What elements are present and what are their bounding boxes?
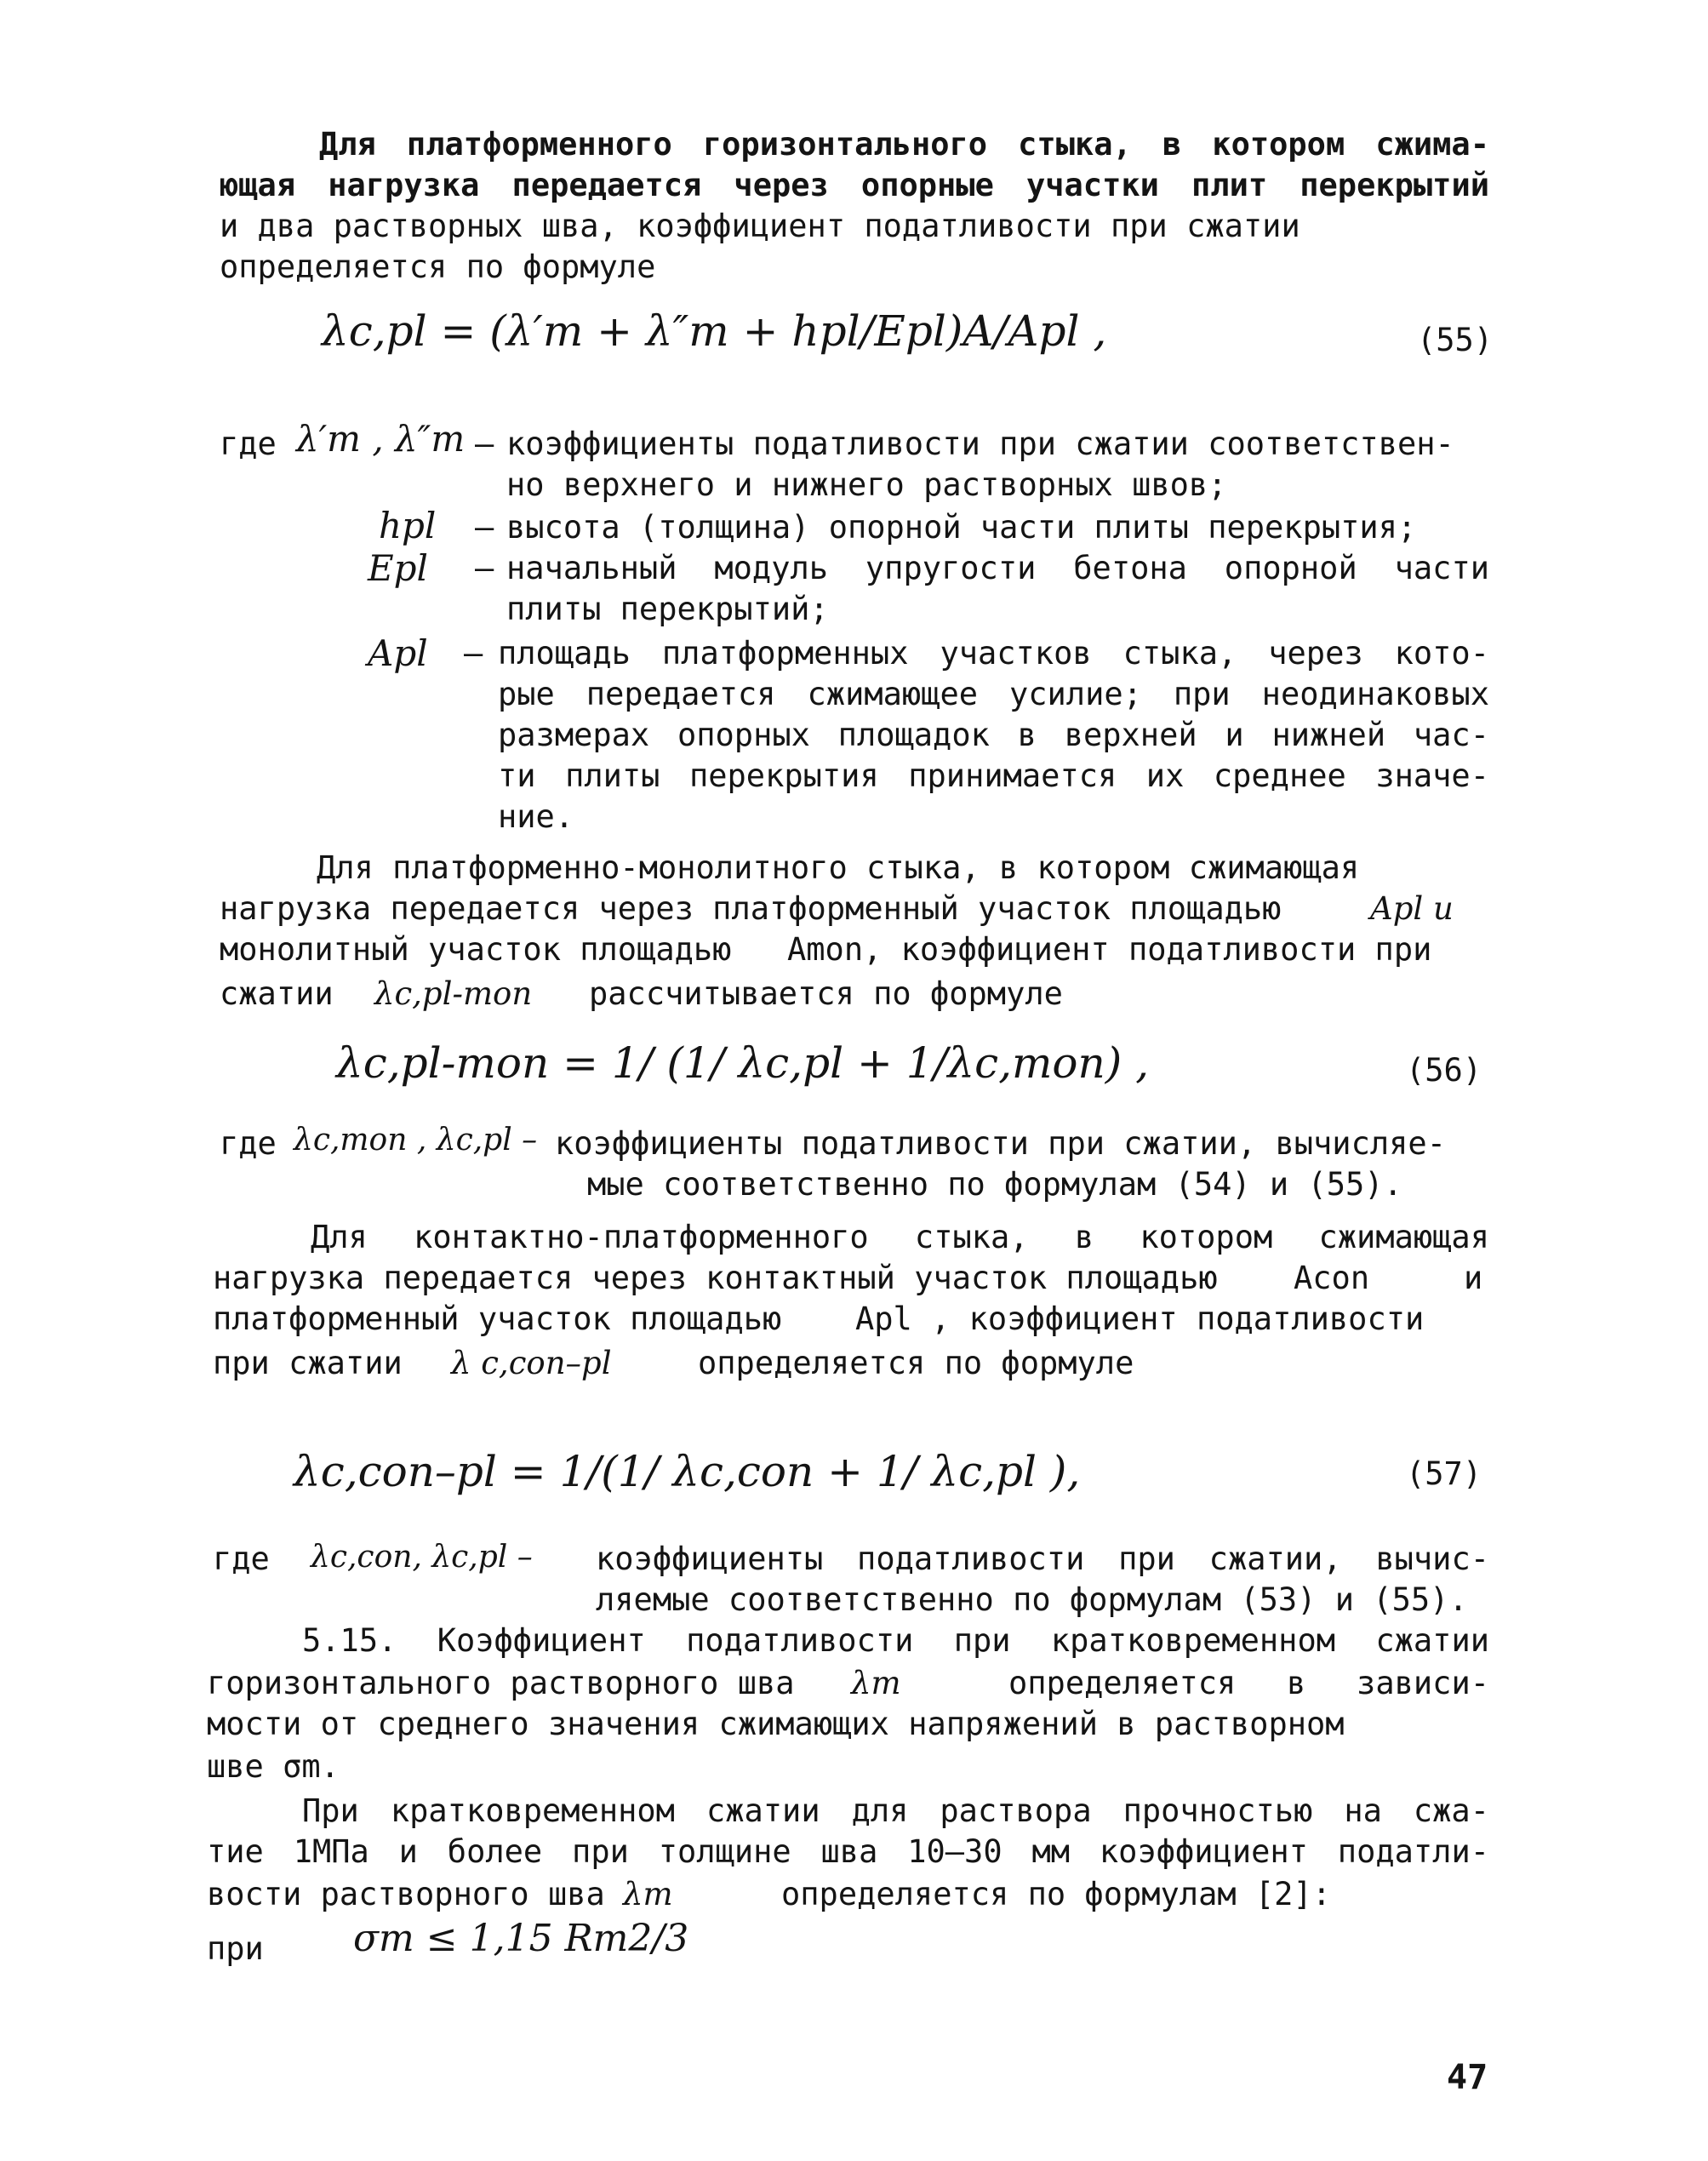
where-label-56: где: [220, 1125, 277, 1162]
symbol-epl: Epl: [368, 547, 428, 589]
def-apl-line-2: рые передается сжимающее усилие; при неодинаковых: [498, 676, 1489, 712]
page-number: 47: [1447, 2058, 1488, 2097]
p4-line-2c: определяется в зависи-: [1008, 1665, 1489, 1701]
equation-number-56: (56): [1406, 1052, 1482, 1089]
p4-line-1: 5.15. Коэффициент податливости при кратковременном сжатии: [302, 1622, 1489, 1659]
where-label-57: где: [213, 1541, 270, 1577]
def-lambda-m-line-2: но верхнего и нижнего растворных швов;: [506, 466, 1227, 503]
equation-number-57: (57): [1406, 1455, 1482, 1492]
p3-line-1: Для контактно-платформенного стыка, в котором сжимающая: [311, 1219, 1489, 1255]
def-epl-line-2: плиты перекрытий;: [506, 591, 829, 627]
def-apl-line-1: площадь платформенных участков стыка, через кото-: [498, 635, 1489, 672]
p3-line-3b: Apl , коэффициент податливости: [855, 1301, 1425, 1337]
symbol-apl: Apl: [368, 632, 428, 674]
dash: –: [475, 550, 494, 586]
def-56-line-1: коэффициенты податливости при сжатии, вычисляе-: [555, 1125, 1446, 1162]
p4-line-2a: горизонтального растворного шва: [207, 1665, 795, 1701]
p2-line-2: нагрузка передается через платформенный участок площадью: [220, 890, 1282, 927]
p5-condition: σm ≤ 1,15 Rm2/3: [353, 1917, 689, 1960]
p2-line-4c: рассчитывается по формуле: [589, 975, 1063, 1012]
def-57-line-2: ляемые соответственно по формулам (53) и (55).: [596, 1581, 1468, 1618]
p3-lambda-con-pl: λ c,con–pl: [451, 1345, 612, 1381]
dash: –: [464, 635, 483, 672]
formula-56: λc,pl-mon = 1/ (1/ λc,pl + 1/λc,mon) ,: [336, 1038, 1150, 1088]
dash: –: [475, 509, 494, 546]
p3-line-3a: платформенный участок площадью: [213, 1301, 782, 1337]
p4-line-3: мости от среднего значения сжимающих напряжений в растворном: [207, 1706, 1345, 1742]
formula-55: λc,pl = (λ′m + λ″m + hpl/Epl)A/Apl ,: [322, 306, 1107, 356]
def-lambda-m-line-1: коэффициенты податливости при сжатии соответствен-: [506, 426, 1454, 462]
p1-line-3: и два растворных шва, коэффициент податливости при сжатии: [220, 208, 1300, 244]
p5-line-4a: при: [207, 1930, 264, 1967]
p5-line-1: При кратковременном сжатии для раствора прочностью на сжа-: [302, 1792, 1489, 1829]
dash: –: [475, 426, 494, 462]
p1-line-1: Для платформенного горизонтального стыка, в котором сжима-: [319, 126, 1489, 163]
p4-line-4: шве σm.: [207, 1748, 340, 1785]
p1-line-2: ющая нагрузка передается через опорные участки плит перекрытий: [220, 167, 1489, 203]
where-label-55: где: [220, 426, 277, 462]
p3-line-2c: и: [1464, 1260, 1483, 1296]
p5-line-3a: вости растворного шва: [207, 1876, 605, 1912]
p5-line-3c: определяется по формулам [2]:: [781, 1876, 1332, 1912]
def-apl-line-4: ти плиты перекрытия принимается их среднее значе-: [498, 757, 1489, 794]
p2-line-3b: Amon, коэффициент податливости при: [787, 931, 1432, 968]
p4-lambda-m: λm: [851, 1665, 901, 1701]
p2-line-4a: сжатии: [220, 975, 334, 1012]
p2-line-1: Для платформенно-монолитного стыка, в котором сжимающая: [317, 849, 1360, 886]
p2-line-3a: монолитный участок площадью: [220, 931, 732, 968]
def-apl-line-3: размерах опорных площадок в верхней и нижней час-: [498, 717, 1489, 753]
def-56-line-2: мые соответственно по формулам (54) и (55).: [587, 1166, 1402, 1203]
equation-number-55: (55): [1417, 322, 1494, 358]
symbol-hpl: hpl: [379, 505, 437, 546]
p3-acon: Acon: [1294, 1260, 1370, 1296]
def-hpl: высота (толщина) опорной части плиты перекрытия;: [506, 509, 1417, 546]
p3-line-4c: определяется по формуле: [698, 1345, 1134, 1381]
def-epl-line-1: начальный модуль упругости бетона опорной части: [506, 550, 1489, 586]
symbol-lambda-con-pl: λc,con, λc,pl –: [311, 1540, 533, 1575]
p3-line-2a: нагрузка передается через контактный участок площадью: [213, 1260, 1218, 1296]
p1-line-4: определяется по формуле: [220, 249, 656, 285]
p5-lambda-m: λm: [623, 1876, 673, 1912]
p2-lambda-pl-mon: λc,pl-mon: [374, 975, 533, 1012]
def-57-line-1: коэффициенты податливости при сжатии, вычис-: [596, 1541, 1489, 1577]
symbol-lambda-m: λ′m , λ″m: [296, 418, 466, 460]
symbol-lambda-mon-pl: λc,mon , λc,pl –: [294, 1123, 538, 1158]
formula-57: λc,con–pl = 1/(1/ λc,con + 1/ λc,pl ),: [294, 1447, 1081, 1496]
p3-line-4a: при сжатии: [213, 1345, 403, 1381]
p5-line-2: тие 1МПа и более при толщине шва 10–30 мм коэффициент податли-: [207, 1833, 1489, 1870]
p2-apl: Apl и: [1370, 890, 1454, 927]
def-apl-line-5: ние.: [498, 798, 574, 835]
